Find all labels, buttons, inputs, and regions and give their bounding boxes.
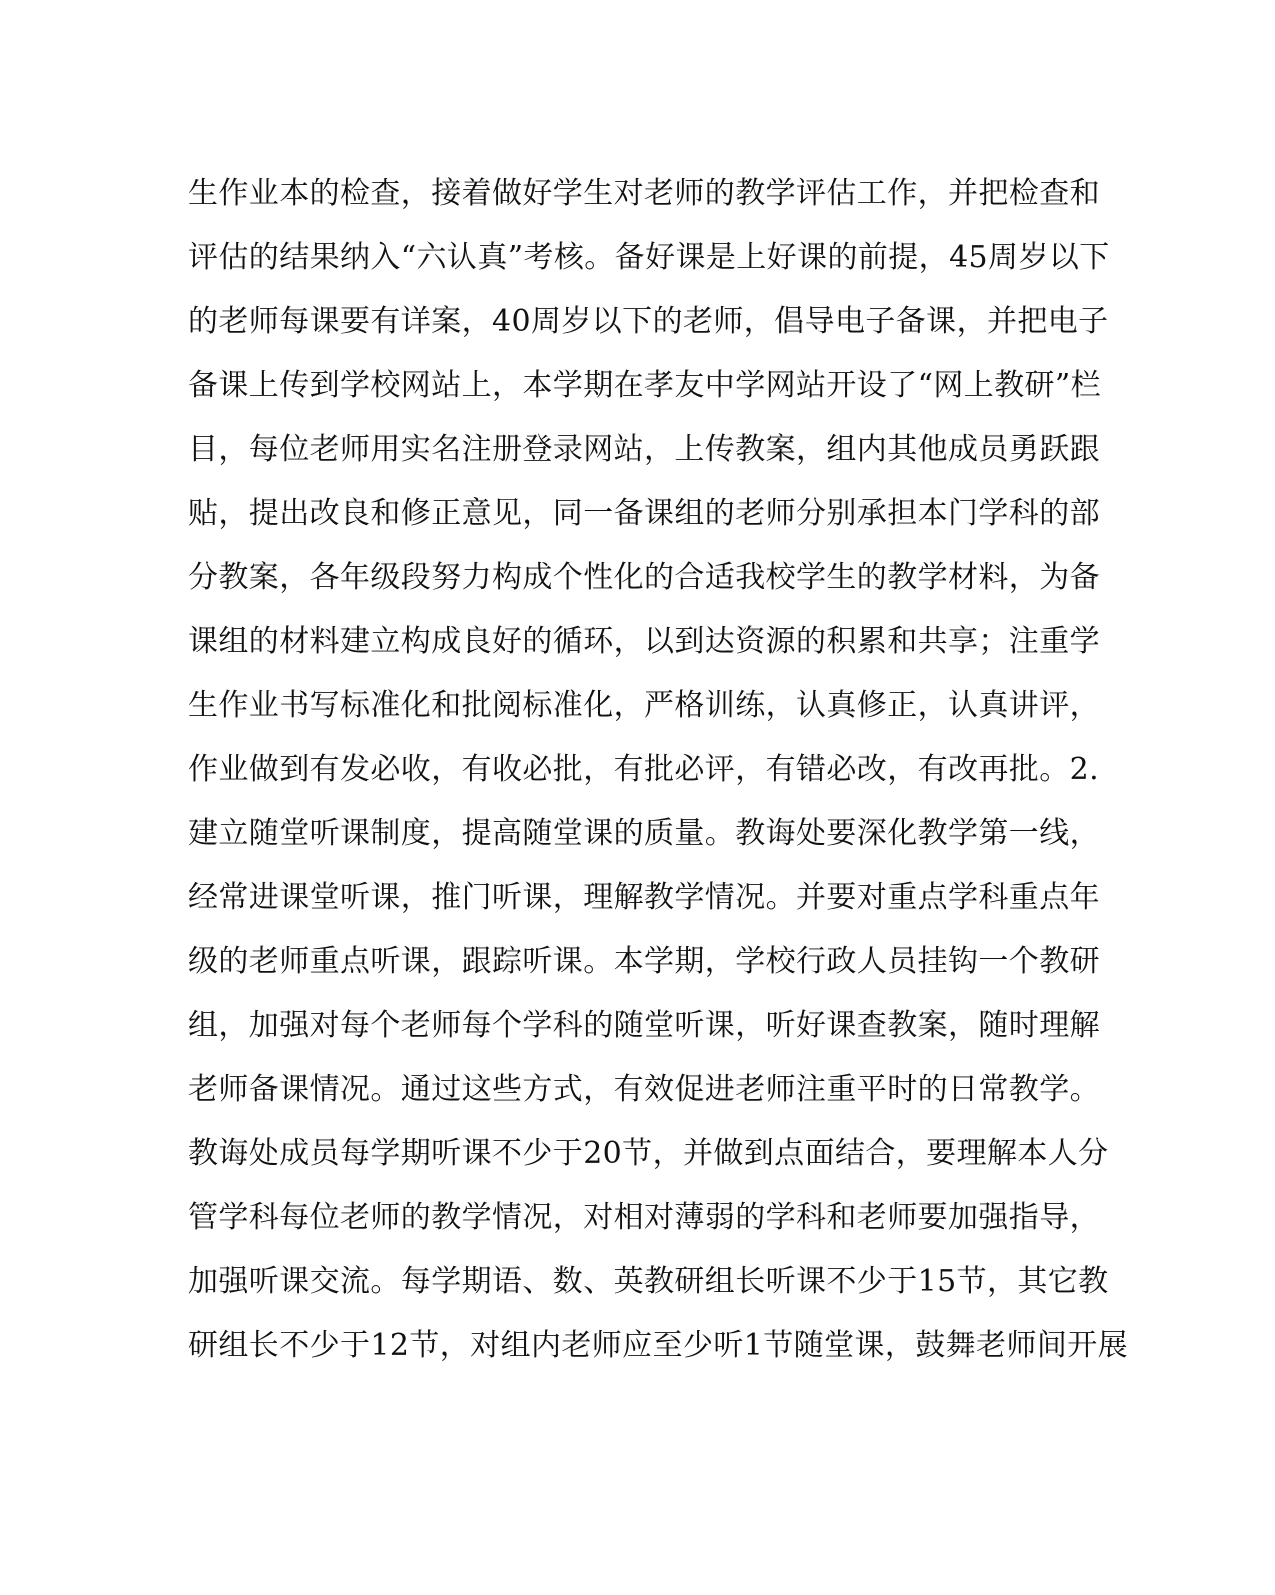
text-line: 分教案，各年级段努力构成个性化的合适我校学生的教学材料，为备	[188, 560, 1100, 595]
text-line: 的老师每课要有详案，40周岁以下的老师，倡导电子备课，并把电子	[188, 304, 1109, 339]
text-line: 研组长不少于12节，对组内老师应至少听1节随堂课，鼓舞老师间开展	[188, 1328, 1129, 1363]
text-line: 生作业本的检查，接着做好学生对老师的教学评估工作，并把检查和	[188, 176, 1100, 211]
text-line: 评估的结果纳入“六认真”考核。备好课是上好课的前提，45周岁以下	[188, 240, 1110, 275]
text-line: 组，加强对每个老师每个学科的随堂听课，听好课查教案，随时理解	[188, 1008, 1100, 1043]
text-line: 加强听课交流。每学期语、数、英教研组长听课不少于15节，其它教	[188, 1264, 1109, 1299]
text-line: 生作业书写标准化和批阅标准化，严格训练，认真修正，认真讲评，	[188, 688, 1100, 723]
text-line: 建立随堂听课制度，提高随堂课的质量。教诲处要深化教学第一线，	[188, 816, 1100, 851]
text-line: 管学科每位老师的教学情况，对相对薄弱的学科和老师要加强指导，	[188, 1200, 1100, 1235]
text-line: 课组的材料建立构成良好的循环，以到达资源的积累和共享；注重学	[188, 624, 1100, 659]
text-line: 贴，提出改良和修正意见，同一备课组的老师分别承担本门学科的部	[188, 496, 1100, 531]
text-line: 教诲处成员每学期听课不少于20节，并做到点面结合，要理解本人分	[188, 1136, 1109, 1171]
text-line: 备课上传到学校网站上，本学期在孝友中学网站开设了“网上教研”栏	[188, 368, 1102, 403]
text-line: 老师备课情况。通过这些方式，有效促进老师注重平时的日常教学。	[188, 1072, 1100, 1107]
text-line: 目，每位老师用实名注册登录网站，上传教案，组内其他成员勇跃跟	[188, 432, 1100, 467]
body-text	[188, 162, 1129, 1378]
text-line: 经常进课堂听课，推门听课，理解教学情况。并要对重点学科重点年	[188, 880, 1100, 915]
text-line: 作业做到有发必收，有收必批，有批必评，有错必改，有改再批。2.	[188, 752, 1100, 787]
text-line: 级的老师重点听课，跟踪听课。本学期，学校行政人员挂钩一个教研	[188, 944, 1100, 979]
